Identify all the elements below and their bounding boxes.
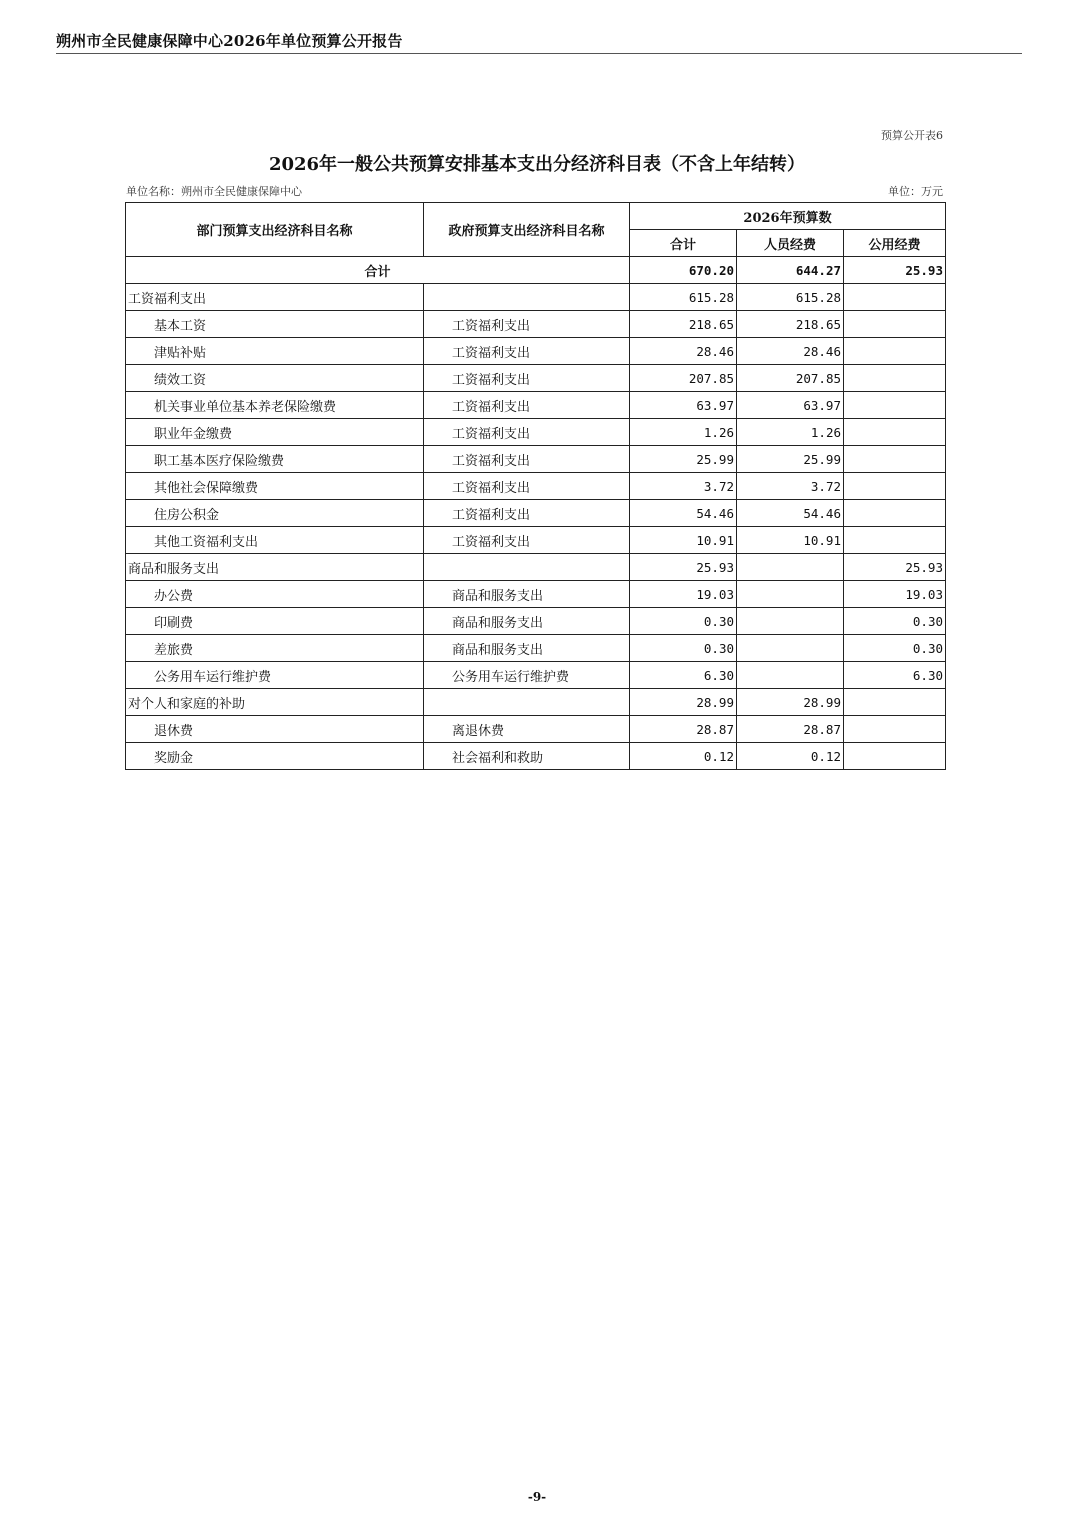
- amount-personnel-cell: 28.46: [737, 338, 844, 365]
- amount-total-cell: 54.46: [630, 500, 737, 527]
- amount-personnel-cell: 1.26: [737, 419, 844, 446]
- amount-public-cell: [844, 743, 946, 770]
- amount-personnel-cell: [737, 608, 844, 635]
- amount-public-cell: [844, 392, 946, 419]
- amount-total-cell: 25.99: [630, 446, 737, 473]
- gov-item-cell: 商品和服务支出: [424, 608, 630, 635]
- amount-personnel-cell: 10.91: [737, 527, 844, 554]
- column-header-public: 公用经费: [844, 230, 946, 257]
- amount-personnel-cell: [737, 581, 844, 608]
- table-row: [126, 365, 946, 392]
- amount-total-cell: 25.93: [630, 554, 737, 581]
- total-label: 合计: [126, 257, 630, 284]
- table-row: [126, 392, 946, 419]
- amount-total-cell: 6.30: [630, 662, 737, 689]
- amount-total-cell: 218.65: [630, 311, 737, 338]
- amount-personnel-cell: [737, 662, 844, 689]
- table-row: [126, 581, 946, 608]
- amount-public-cell: [844, 527, 946, 554]
- dept-item-cell: 办公费: [126, 581, 424, 608]
- amount-personnel-cell: 207.85: [737, 365, 844, 392]
- amount-total-cell: 3.72: [630, 473, 737, 500]
- table-row: [126, 338, 946, 365]
- dept-item-cell: 住房公积金: [126, 500, 424, 527]
- amount-total-cell: 615.28: [630, 284, 737, 311]
- gov-item-cell: 工资福利支出: [424, 311, 630, 338]
- amount-personnel-cell: [737, 635, 844, 662]
- column-header-personnel: 人员经费: [737, 230, 844, 257]
- gov-item-cell: 工资福利支出: [424, 527, 630, 554]
- amount-public-cell: 6.30: [844, 662, 946, 689]
- amount-total-cell: 0.30: [630, 635, 737, 662]
- table-title: 2026年一般公共预算安排基本支出分经济科目表（不含上年结转）: [268, 154, 806, 175]
- amount-total-cell: 28.87: [630, 716, 737, 743]
- table-row: [126, 284, 946, 311]
- amount-total-cell: 63.97: [630, 392, 737, 419]
- table-row: [126, 608, 946, 635]
- dept-item-cell: 差旅费: [126, 635, 424, 662]
- unit-name: 单位名称：朔州市全民健康保障中心: [126, 185, 302, 198]
- gov-item-cell: 商品和服务支出: [424, 635, 630, 662]
- amount-personnel-cell: 25.99: [737, 446, 844, 473]
- column-header-budget-group: 2026年预算数: [630, 203, 946, 230]
- table-row: [126, 689, 946, 716]
- amount-total-cell: 28.46: [630, 338, 737, 365]
- dept-item-cell: 商品和服务支出: [126, 554, 424, 581]
- dept-item-cell: 津贴补贴: [126, 338, 424, 365]
- table-row: [126, 662, 946, 689]
- amount-personnel-cell: 63.97: [737, 392, 844, 419]
- budget-table: [125, 202, 946, 770]
- amount-public-cell: [844, 689, 946, 716]
- amount-public-cell: 0.30: [844, 635, 946, 662]
- gov-item-cell: [424, 689, 630, 716]
- amount-public-cell: [844, 473, 946, 500]
- dept-item-cell: 印刷费: [126, 608, 424, 635]
- column-header-gov-item: 政府预算支出经济科目名称: [424, 203, 630, 257]
- amount-total-cell: 207.85: [630, 365, 737, 392]
- table-row: [126, 446, 946, 473]
- gov-item-cell: 工资福利支出: [424, 446, 630, 473]
- dept-item-cell: 对个人和家庭的补助: [126, 689, 424, 716]
- dept-item-cell: 机关事业单位基本养老保险缴费: [126, 392, 424, 419]
- amount-personnel-cell: 3.72: [737, 473, 844, 500]
- total-personnel: 644.27: [737, 257, 844, 284]
- dept-item-cell: 工资福利支出: [126, 284, 424, 311]
- gov-item-cell: 工资福利支出: [424, 365, 630, 392]
- table-row: [126, 635, 946, 662]
- amount-public-cell: [844, 500, 946, 527]
- amount-total-cell: 28.99: [630, 689, 737, 716]
- amount-total-cell: 10.91: [630, 527, 737, 554]
- amount-personnel-cell: 0.12: [737, 743, 844, 770]
- amount-personnel-cell: 28.99: [737, 689, 844, 716]
- table-row: [126, 500, 946, 527]
- table-row: [126, 716, 946, 743]
- gov-item-cell: 公务用车运行维护费: [424, 662, 630, 689]
- header-divider: [56, 53, 1022, 54]
- amount-public-cell: 19.03: [844, 581, 946, 608]
- amount-public-cell: [844, 311, 946, 338]
- table-row: [126, 311, 946, 338]
- total-row: [126, 257, 946, 284]
- amount-public-cell: 25.93: [844, 554, 946, 581]
- currency-unit: 单位：万元: [888, 185, 943, 198]
- amount-personnel-cell: 615.28: [737, 284, 844, 311]
- amount-total-cell: 1.26: [630, 419, 737, 446]
- table-row: [126, 419, 946, 446]
- gov-item-cell: 工资福利支出: [424, 338, 630, 365]
- total-public: 25.93: [844, 257, 946, 284]
- table-number: 预算公开表6: [881, 129, 943, 142]
- amount-public-cell: [844, 419, 946, 446]
- amount-total-cell: 0.30: [630, 608, 737, 635]
- amount-total-cell: 0.12: [630, 743, 737, 770]
- dept-item-cell: 公务用车运行维护费: [126, 662, 424, 689]
- gov-item-cell: 工资福利支出: [424, 500, 630, 527]
- column-header-total: 合计: [630, 230, 737, 257]
- table-row: [126, 743, 946, 770]
- amount-public-cell: [844, 284, 946, 311]
- column-header-dept-item: 部门预算支出经济科目名称: [126, 203, 424, 257]
- amount-total-cell: 19.03: [630, 581, 737, 608]
- dept-item-cell: 奖励金: [126, 743, 424, 770]
- amount-personnel-cell: 28.87: [737, 716, 844, 743]
- dept-item-cell: 绩效工资: [126, 365, 424, 392]
- running-header-title: 朔州市全民健康保障中心2026年单位预算公开报告: [56, 32, 403, 50]
- total-amount: 670.20: [630, 257, 737, 284]
- amount-public-cell: [844, 446, 946, 473]
- gov-item-cell: 离退休费: [424, 716, 630, 743]
- amount-public-cell: [844, 338, 946, 365]
- amount-personnel-cell: 54.46: [737, 500, 844, 527]
- amount-public-cell: 0.30: [844, 608, 946, 635]
- amount-personnel-cell: [737, 554, 844, 581]
- dept-item-cell: 其他工资福利支出: [126, 527, 424, 554]
- dept-item-cell: 职业年金缴费: [126, 419, 424, 446]
- gov-item-cell: 工资福利支出: [424, 419, 630, 446]
- table-row: [126, 554, 946, 581]
- table-body: [126, 257, 946, 770]
- gov-item-cell: [424, 284, 630, 311]
- dept-item-cell: 其他社会保障缴费: [126, 473, 424, 500]
- gov-item-cell: [424, 554, 630, 581]
- table-row: [126, 473, 946, 500]
- dept-item-cell: 基本工资: [126, 311, 424, 338]
- amount-personnel-cell: 218.65: [737, 311, 844, 338]
- amount-public-cell: [844, 716, 946, 743]
- dept-item-cell: 退休费: [126, 716, 424, 743]
- table-row: [126, 527, 946, 554]
- gov-item-cell: 工资福利支出: [424, 392, 630, 419]
- amount-public-cell: [844, 365, 946, 392]
- page-number: -9-: [527, 1490, 547, 1504]
- gov-item-cell: 社会福利和救助: [424, 743, 630, 770]
- dept-item-cell: 职工基本医疗保险缴费: [126, 446, 424, 473]
- gov-item-cell: 工资福利支出: [424, 473, 630, 500]
- gov-item-cell: 商品和服务支出: [424, 581, 630, 608]
